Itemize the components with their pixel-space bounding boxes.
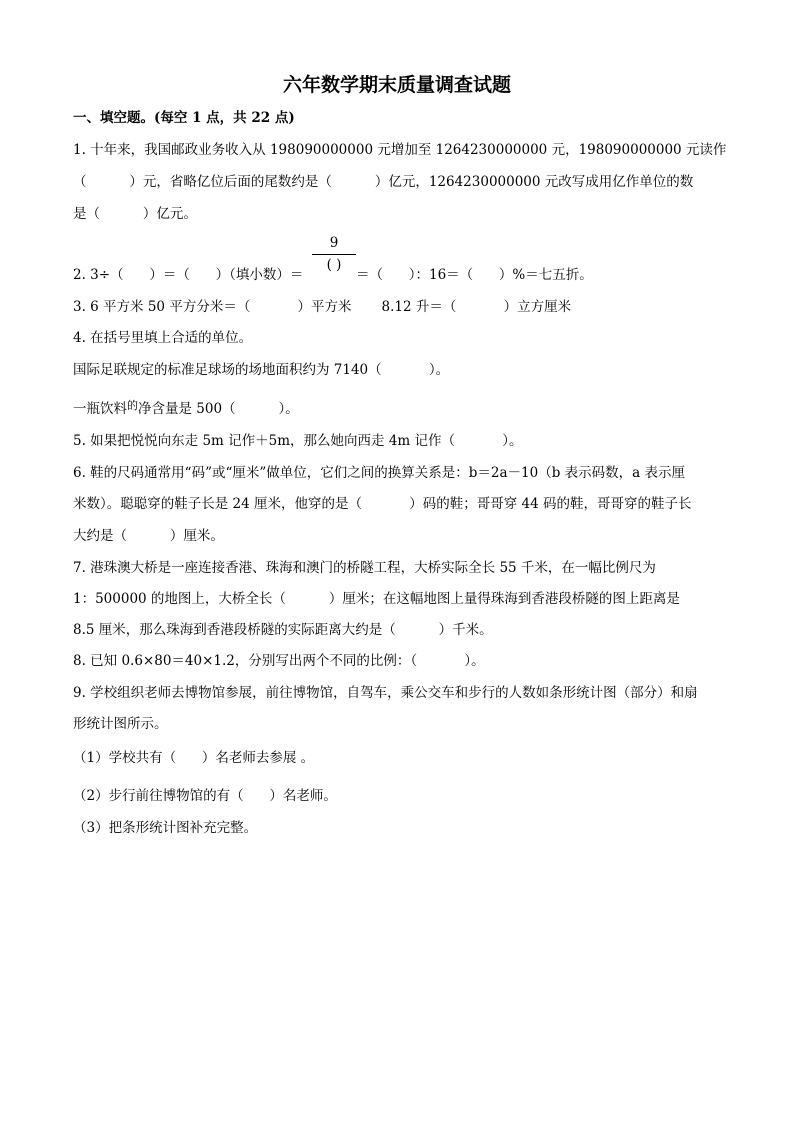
q9-line-2: 形统计图所示。 (73, 716, 168, 732)
q9-sub-1: （1）学校共有（ ）名老师去参展 。 (73, 750, 315, 766)
q7-line-1: 7. 港珠澳大桥是一座连接香港、珠海和澳门的桥隧工程，大桥实际全长 55 千米，在一幅比例尺为 (73, 560, 656, 576)
q6-line-1: 6. 鞋的尺码通常用“码”或“厘米”做单位，它们之间的换算关系是：b＝2a－10（b 表示码数，a 表示厘 (73, 465, 686, 481)
q1-line-2: （ ）元，省略亿位后面的尾数约是（ ）亿元，1264230000000 元改写成用亿作单位的数 (73, 174, 694, 190)
q1-line-1: 1. 十年来，我国邮政业务收入从 198090000000 元增加至 1264230000000 元，198090000000 元读作 (73, 142, 727, 158)
q4-line-3 (73, 396, 299, 419)
q4-line-3c: 净含量是 500（ ）。 (138, 401, 299, 417)
section-heading: 一、填空题。(每空 1 点，共 22 点) (73, 110, 295, 126)
q4-line-2: 国际足联规定的标准足球场的场地面积约为 7140（ ）。 (73, 362, 450, 378)
q3-line: 3. 6 平方米 50 平方分米＝（ ）平方米 8.12 升＝（ ）立方厘米 (73, 299, 572, 315)
q6-line-2: 米数）。聪聪穿的鞋子长是 24 厘米，他穿的是（ ）码的鞋；哥哥穿 44 码的鞋，哥哥穿的鞋子长 (73, 496, 692, 512)
q1-line-3: 是（ ）亿元。 (73, 206, 197, 222)
q7-line-2: 1：500000 的地图上，大桥全长（ ）厘米；在这幅地图上量得珠海到香港段桥隧的图上距离是 (73, 591, 680, 607)
q2-fraction (312, 234, 356, 274)
q8-line: 8. 已知 0.6×80＝40×1.2，分别写出两个不同的比例：（ ）。 (73, 653, 485, 669)
q5-line: 5. 如果把悦悦向东走 5m 记作＋5m，那么她向西走 4m 记作（ ）。 (73, 433, 523, 449)
fraction-denominator: ( ) (326, 257, 342, 273)
q4-line-3a: 一瓶饮料 (73, 401, 127, 417)
q4-line-1: 4. 在括号里填上合适的单位。 (73, 330, 253, 346)
q6-line-3: 大约是（ ）厘米。 (73, 528, 224, 544)
fraction-numerator: 9 (329, 235, 339, 251)
q4-line-3b: 的 (127, 399, 138, 412)
page-title: 六年数学期末质量调查试题 (282, 74, 511, 96)
q2-right: ＝（ ）：16＝（ ）%＝七五折。 (356, 267, 593, 283)
q7-line-3: 8.5 厘米，那么珠海到香港段桥隧的实际距离大约是（ ）千米。 (73, 622, 493, 638)
q2-left: 2. 3÷（ ）＝（ ）（填小数）＝ (73, 267, 304, 283)
q9-line-1: 9. 学校组织老师去博物馆参展，前往博物馆，自驾车，乘公交车和步行的人数如条形统计图（部分）和扇 (73, 685, 698, 701)
q9-sub-2: （2）步行前往博物馆的有（ ）名老师。 (73, 788, 337, 804)
fraction-bar (312, 254, 356, 255)
q9-sub-3: （3）把条形统计图补充完整。 (73, 820, 258, 836)
